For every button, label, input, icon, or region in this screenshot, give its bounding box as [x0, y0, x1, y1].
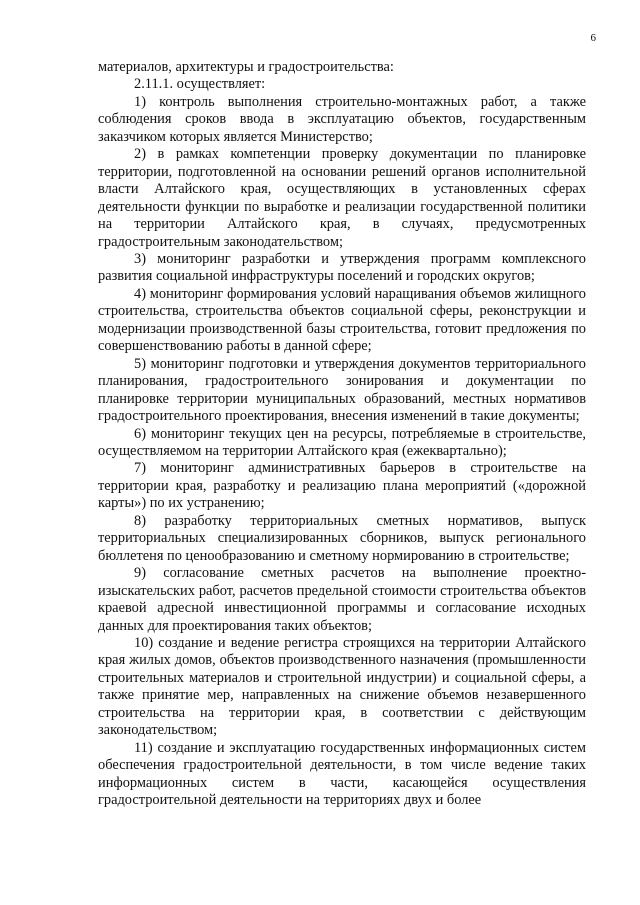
- paragraph-item-11: 11) создание и эксплуатацию государственных информационных систем обеспечения градостроительной деятельности, в том числе ведение таких информационных систем в части, касающейся осуществления градостроительной деятельности на территориях двух и более: [98, 739, 586, 809]
- paragraph-item-6: 6) мониторинг текущих цен на ресурсы, потребляемые в строительстве, осуществляемом на территории Алтайского края (ежеквартально);: [98, 425, 586, 459]
- paragraph-item-2: 2) в рамках компетенции проверку документации по планировке территории, подготовленной на основании решений органов исполнительной власти Алтайского края, осуществляющих в установленных сферах деятельности функции по выработке и реализации государственной политики на территории Алтайского края, в случаях, предусмотренных градостроительным законодательством;: [98, 146, 586, 250]
- paragraph-item-7: 7) мониторинг административных барьеров в строительстве на территории края, разработку и реализацию плана мероприятий («дорожной карты») по их устранению;: [98, 460, 586, 512]
- paragraph-item-3: 3) мониторинг разработки и утверждения программ комплексного развития социальной инфраструктуры поселений и городских округов;: [98, 250, 586, 285]
- document-body: [98, 59, 586, 809]
- paragraph-item-9: 9) согласование сметных расчетов на выполнение проектно-изыскательских работ, расчетов предельной стоимости строительства объектов краевой адресной инвестиционной программы и согласование исходных данных для проектирования таких объектов;: [98, 565, 586, 634]
- page-number: 6: [590, 32, 596, 44]
- paragraph-continuation: материалов, архитектуры и градостроительства:: [98, 59, 394, 75]
- paragraph-item-5: 5) мониторинг подготовки и утверждения документов территориального планирования, градостроительного зонирования и документации по планировке территории муниципальных образований, местных нормативов градостроительного проектирования, внесения изменений в такие документы;: [98, 355, 586, 425]
- paragraph-item-1: 1) контроль выполнения строительно-монтажных работ, а также соблюдения сроков ввода в эксплуатацию объектов, государственным заказчиком которых является Министерство;: [98, 93, 586, 145]
- paragraph-item-4: 4) мониторинг формирования условий наращивания объемов жилищного строительства, строительства объектов социальной сферы, реконструкции и модернизации производственной базы строительства, готовит предложения по совершенствованию работы в данной сфере;: [98, 285, 586, 355]
- paragraph-item-10: 10) создание и ведение регистра строящихся на территории Алтайского края жилых домов, объектов производственного назначения (промышленности строительных материалов и строительной индустрии) и социальной сферы, а также принятие мер, направленных на снижение объемов незавершенного строительства на территории края, в соответствии с действующим законодательством;: [98, 634, 586, 739]
- paragraph-item-8: 8) разработку территориальных сметных нормативов, выпуск территориальных специализированных сборников, выпуск регионального бюллетеня по ценообразованию и сметному нормированию в строительстве;: [98, 512, 586, 564]
- paragraph-section-heading: 2.11.1. осуществляет:: [134, 76, 266, 93]
